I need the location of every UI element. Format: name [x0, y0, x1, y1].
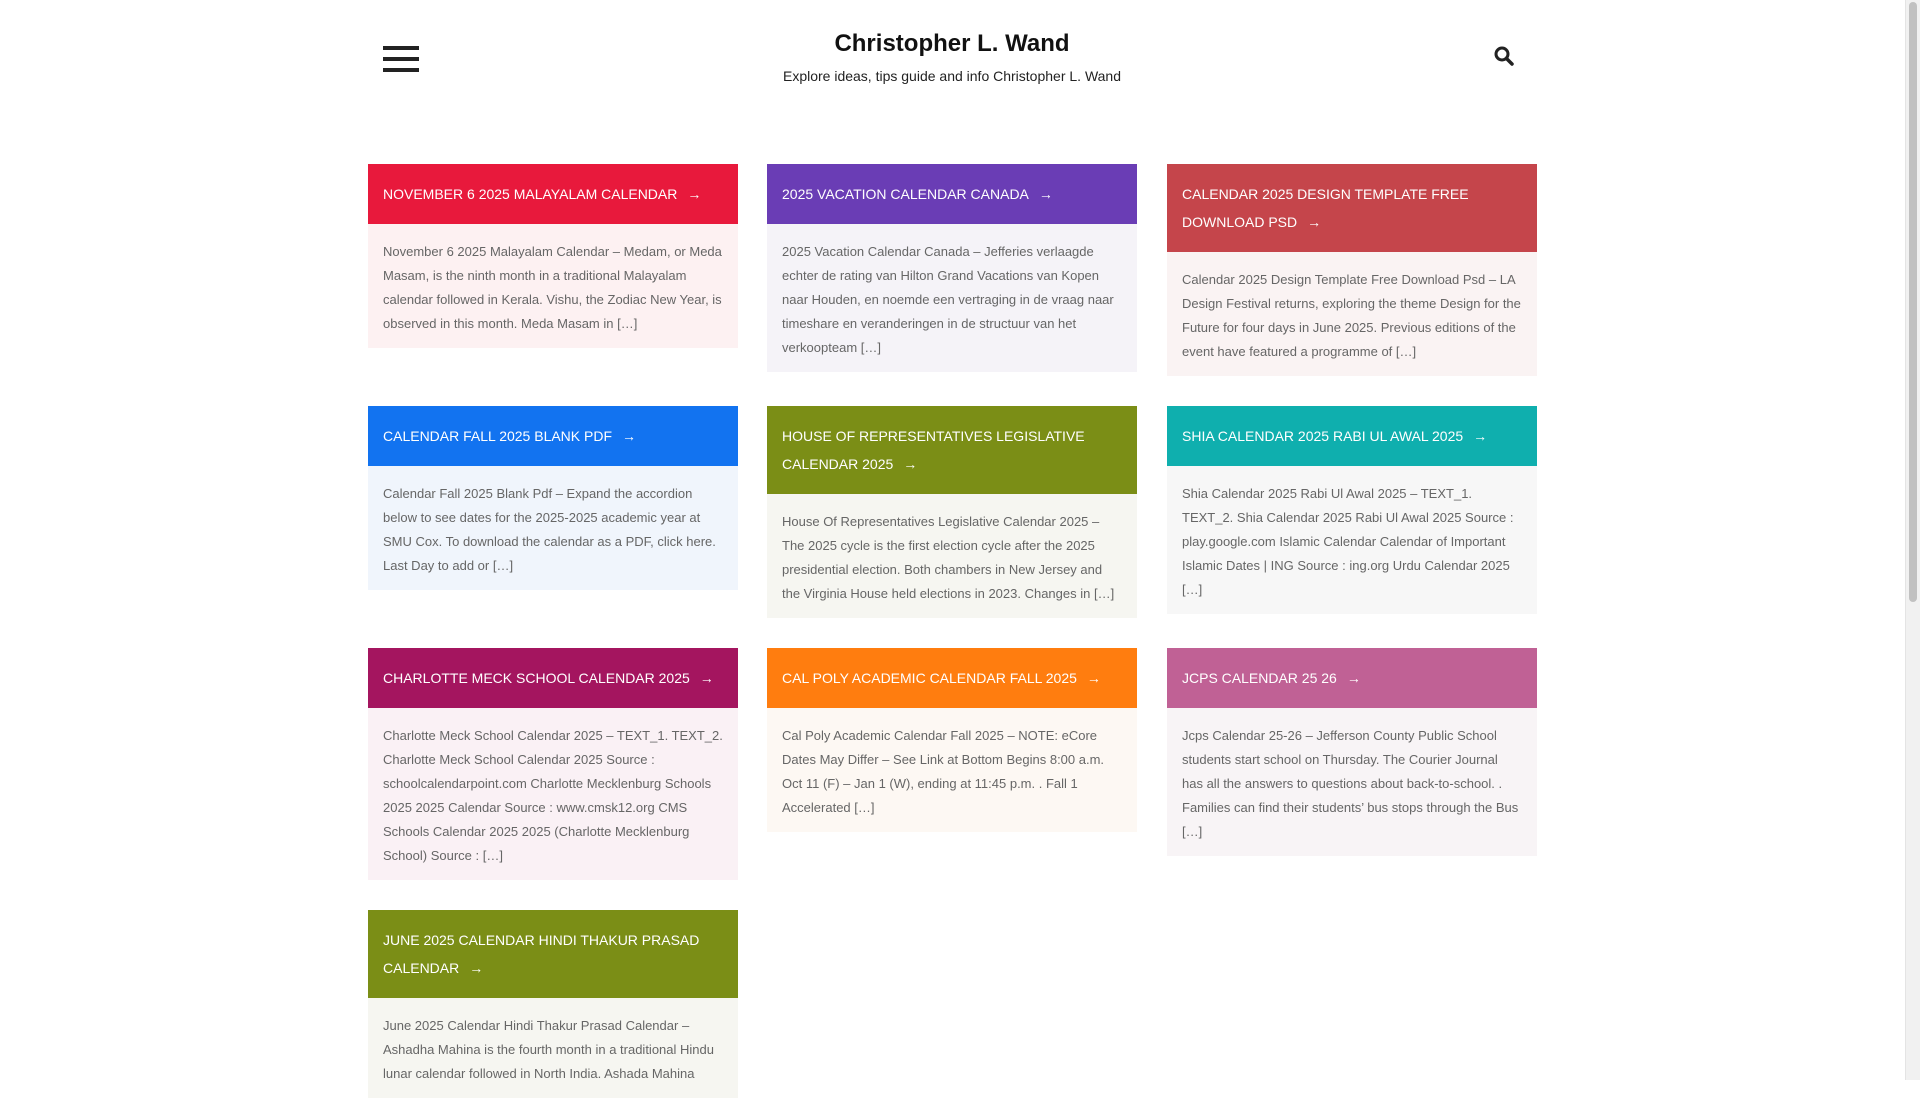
post-excerpt: Cal Poly Academic Calendar Fall 2025 – NOTE: eCore Dates May Differ – See Link at Bottom Begins 8:00 a.m. Oct 11 (F) – Jan 1 (W), ending at 11:45 p.m. . Fall 1 Accelerated […] [767, 708, 1137, 832]
post-title: HOUSE OF REPRESENTATIVES LEGISLATIVE CALENDAR 2025 [782, 428, 1085, 472]
post-title-link[interactable] [368, 406, 738, 466]
post-card [368, 910, 738, 1098]
post-title-link[interactable] [767, 648, 1137, 708]
post-card [1167, 648, 1537, 856]
arrow-icon: → [1307, 214, 1322, 230]
arrow-icon: → [1346, 670, 1361, 686]
post-title: JUNE 2025 CALENDAR HINDI THAKUR PRASAD CALENDAR [383, 932, 700, 976]
post-excerpt: Calendar 2025 Design Template Free Download Psd – LA Design Festival returns, exploring the theme Design for the Future for four days in June 2025. Previous editions of the event have featured a programme of […] [1167, 252, 1537, 376]
post-title-link[interactable] [368, 910, 738, 998]
post-excerpt: Shia Calendar 2025 Rabi Ul Awal 2025 – TEXT_1. TEXT_2. Shia Calendar 2025 Rabi Ul Awal 2025 Source : play.google.com Islamic Calendar Calendar of Important Islamic Dates | ING Source : ing.org Urdu Calendar 2025 […] [1167, 466, 1537, 614]
post-title: NOVEMBER 6 2025 MALAYALAM CALENDAR [383, 186, 678, 202]
site-title[interactable]: Christopher L. Wand [834, 30, 1070, 57]
post-card [1167, 164, 1537, 376]
scrollbar-thumb[interactable] [1909, 2, 1917, 602]
post-excerpt: November 6 2025 Malayalam Calendar – Medam, or Meda Masam, is the ninth month in a traditional Malayalam calendar followed in Kerala. Vishu, the Zodiac New Year, is observed in this month. Meda Masam in […] [368, 224, 738, 348]
post-title-link[interactable] [1167, 406, 1537, 466]
post-title-link[interactable] [368, 648, 738, 708]
post-title-link[interactable] [1167, 648, 1537, 708]
post-title: CHARLOTTE MECK SCHOOL CALENDAR 2025 [383, 670, 690, 686]
post-title: CALENDAR FALL 2025 BLANK PDF [383, 428, 613, 444]
post-excerpt: Calendar Fall 2025 Blank Pdf – Expand the accordion below to see dates for the 2025-2025 academic year at SMU Cox. To download the calendar as a PDF, click here. Last Day to add or […] [368, 466, 738, 590]
page-scrollbar[interactable] [1905, 0, 1920, 1080]
post-excerpt: House Of Representatives Legislative Calendar 2025 – The 2025 cycle is the first election cycle after the 2025 presidential election. Both chambers in New Jersey and the Virginia House held elections in 2023. Changes in […] [767, 494, 1137, 618]
arrow-icon: → [687, 186, 702, 202]
post-title-link[interactable] [368, 164, 738, 224]
arrow-icon: → [1038, 186, 1053, 202]
post-card [1167, 406, 1537, 614]
arrow-icon: → [699, 670, 714, 686]
post-title-link[interactable] [767, 164, 1137, 224]
post-card [767, 406, 1137, 618]
post-excerpt: Jcps Calendar 25-26 – Jefferson County Public School students start school on Thursday. The Courier Journal has all the answers to questions about back-to-school. . Families can find their students’ bus stops through the Bus […] [1167, 708, 1537, 856]
post-excerpt: Charlotte Meck School Calendar 2025 – TEXT_1. TEXT_2. Charlotte Meck School Calendar 2025 Source : schoolcalendarpoint.com Charlotte Mecklenburg Schools 2025 2025 Calendar Source : www.cmsk12.org CMS Schools Calendar 2025 2025 (Charlotte Mecklenburg School) Source : […] [368, 708, 738, 880]
post-title-link[interactable] [767, 406, 1137, 494]
arrow-icon: → [1086, 670, 1101, 686]
post-card [368, 164, 738, 348]
post-title: 2025 VACATION CALENDAR CANADA [782, 186, 1029, 202]
search-icon[interactable] [1493, 45, 1515, 67]
post-title: CAL POLY ACADEMIC CALENDAR FALL 2025 [782, 670, 1077, 686]
post-card [368, 406, 738, 590]
arrow-icon: → [622, 428, 637, 444]
post-excerpt: 2025 Vacation Calendar Canada – Jefferies verlaagde echter de rating van Hilton Grand Vacations van Kopen naar Houden, en noemde een vertraging in de vraag naar timeshare en veranderingen in de structuur van het verkoopteam […] [767, 224, 1137, 372]
post-title: SHIA CALENDAR 2025 RABI UL AWAL 2025 [1182, 428, 1464, 444]
post-title: JCPS CALENDAR 25 26 [1182, 670, 1337, 686]
post-card [767, 164, 1137, 372]
site-tagline: Explore ideas, tips guide and info Christopher L. Wand [782, 68, 1121, 84]
post-title-link[interactable] [1167, 164, 1537, 252]
hamburger-menu-icon[interactable] [383, 46, 419, 72]
post-card [767, 648, 1137, 832]
arrow-icon: → [1473, 428, 1488, 444]
post-title: CALENDAR 2025 DESIGN TEMPLATE FREE DOWNLOAD PSD [1182, 186, 1469, 230]
post-card [368, 648, 738, 880]
post-excerpt: June 2025 Calendar Hindi Thakur Prasad Calendar – Ashadha Mahina is the fourth month in a traditional Hindu lunar calendar followed in North India. Ashada Mahina [368, 998, 738, 1098]
arrow-icon: → [469, 960, 484, 976]
arrow-icon: → [903, 456, 918, 472]
